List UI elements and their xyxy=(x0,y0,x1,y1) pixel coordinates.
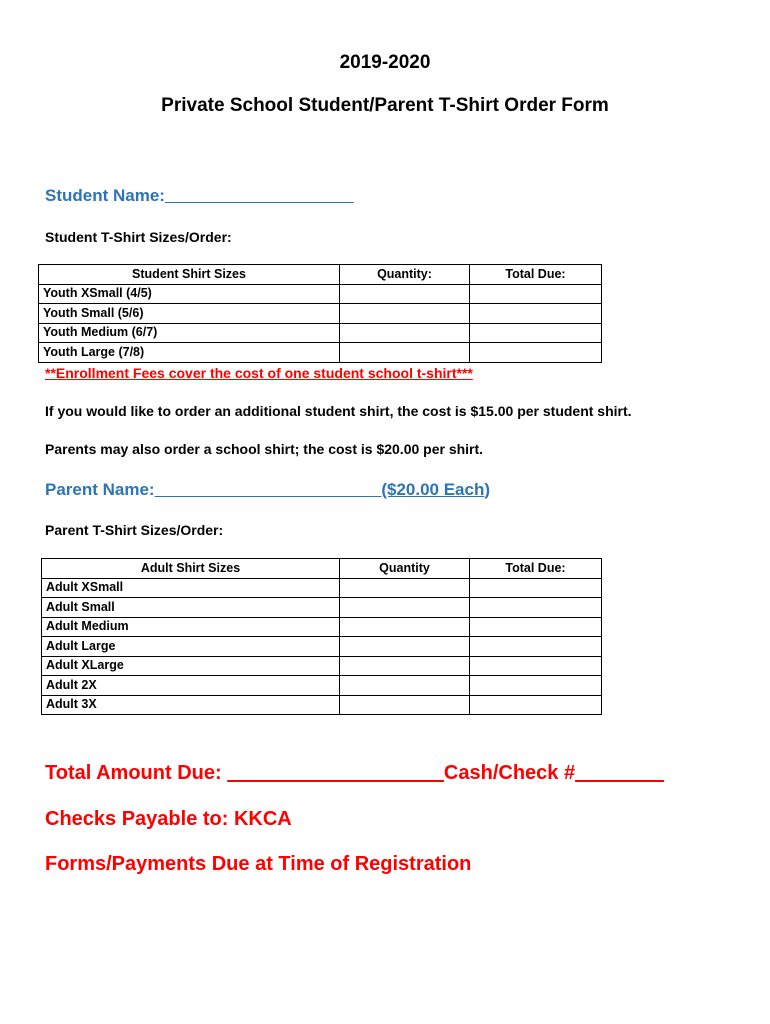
table-row xyxy=(39,304,602,324)
parent-shirt-info: Parents may also order a school shirt; the cost is $20.00 per shirt. xyxy=(45,441,484,457)
size-cell: Adult 2X xyxy=(42,676,340,696)
table-row xyxy=(42,676,602,696)
column-header: Adult Shirt Sizes xyxy=(42,559,340,579)
total-due-cell[interactable] xyxy=(470,695,602,715)
quantity-cell[interactable] xyxy=(340,617,470,637)
parent-name-line[interactable] xyxy=(155,480,382,499)
total-due-cell[interactable] xyxy=(470,578,602,598)
total-due-cell[interactable] xyxy=(470,598,602,618)
total-amount-field[interactable] xyxy=(45,762,664,785)
total-due-cell[interactable] xyxy=(470,617,602,637)
table-row xyxy=(42,617,602,637)
quantity-cell[interactable] xyxy=(340,284,470,304)
table-row xyxy=(39,323,602,343)
column-header: Total Due: xyxy=(470,559,602,579)
student-name-line[interactable] xyxy=(165,186,354,205)
student-sizes-heading: Student T-Shirt Sizes/Order: xyxy=(45,229,232,245)
checks-payable-note: Checks Payable to: KKCA xyxy=(45,808,292,830)
quantity-cell[interactable] xyxy=(340,598,470,618)
table-row xyxy=(42,656,602,676)
additional-shirt-info: If you would like to order an additional student shirt, the cost is $15.00 per student shirt. xyxy=(45,403,632,419)
check-number-line[interactable] xyxy=(575,762,664,784)
table-row xyxy=(42,695,602,715)
size-cell: Youth XSmall (4/5) xyxy=(39,284,340,304)
quantity-cell[interactable] xyxy=(340,656,470,676)
quantity-cell[interactable] xyxy=(340,304,470,324)
size-cell: Adult Large xyxy=(42,637,340,657)
size-cell: Youth Large (7/8) xyxy=(39,343,340,363)
table-header-row xyxy=(42,559,602,579)
total-due-cell[interactable] xyxy=(470,284,602,304)
total-due-cell[interactable] xyxy=(470,304,602,324)
table-row xyxy=(42,637,602,657)
total-due-cell[interactable] xyxy=(470,637,602,657)
quantity-cell[interactable] xyxy=(340,323,470,343)
student-shirt-table xyxy=(38,264,602,363)
column-header: Student Shirt Sizes xyxy=(39,265,340,285)
parent-shirt-table xyxy=(41,558,602,715)
total-due-cell[interactable] xyxy=(470,343,602,363)
quantity-cell[interactable] xyxy=(340,676,470,696)
parent-name-field[interactable] xyxy=(45,480,490,500)
table-row xyxy=(42,598,602,618)
size-cell: Adult XSmall xyxy=(42,578,340,598)
enrollment-fee-note: **Enrollment Fees cover the cost of one student school t-shirt*** xyxy=(45,365,473,381)
quantity-cell[interactable] xyxy=(340,578,470,598)
size-cell: Adult Small xyxy=(42,598,340,618)
column-header: Quantity xyxy=(340,559,470,579)
total-due-cell[interactable] xyxy=(470,656,602,676)
column-header: Total Due: xyxy=(470,265,602,285)
table-row xyxy=(39,343,602,363)
size-cell: Adult Medium xyxy=(42,617,340,637)
size-cell: Youth Small (5/6) xyxy=(39,304,340,324)
size-cell: Adult 3X xyxy=(42,695,340,715)
payment-due-note: Forms/Payments Due at Time of Registration xyxy=(45,853,472,875)
quantity-cell[interactable] xyxy=(340,695,470,715)
cash-check-label: Cash/Check # xyxy=(443,762,576,784)
quantity-cell[interactable] xyxy=(340,637,470,657)
column-header: Quantity: xyxy=(340,265,470,285)
parent-name-label: Parent Name: xyxy=(45,480,155,499)
size-cell: Adult XLarge xyxy=(42,656,340,676)
student-name-field[interactable] xyxy=(45,186,354,206)
total-due-cell[interactable] xyxy=(470,323,602,343)
size-cell: Youth Medium (6/7) xyxy=(39,323,340,343)
table-row xyxy=(42,578,602,598)
form-year: 2019-2020 xyxy=(339,52,431,73)
parent-sizes-heading: Parent T-Shirt Sizes/Order: xyxy=(45,522,224,538)
table-row xyxy=(39,284,602,304)
table-header-row xyxy=(39,265,602,285)
total-amount-line[interactable] xyxy=(227,762,444,784)
total-amount-label: Total Amount Due: xyxy=(45,762,228,784)
parent-price-note: ($20.00 Each xyxy=(381,480,485,499)
parent-price-close: ) xyxy=(484,480,491,499)
student-name-label: Student Name: xyxy=(45,186,165,205)
quantity-cell[interactable] xyxy=(340,343,470,363)
form-title: Private School Student/Parent T-Shirt Order Form xyxy=(161,95,609,116)
total-due-cell[interactable] xyxy=(470,676,602,696)
